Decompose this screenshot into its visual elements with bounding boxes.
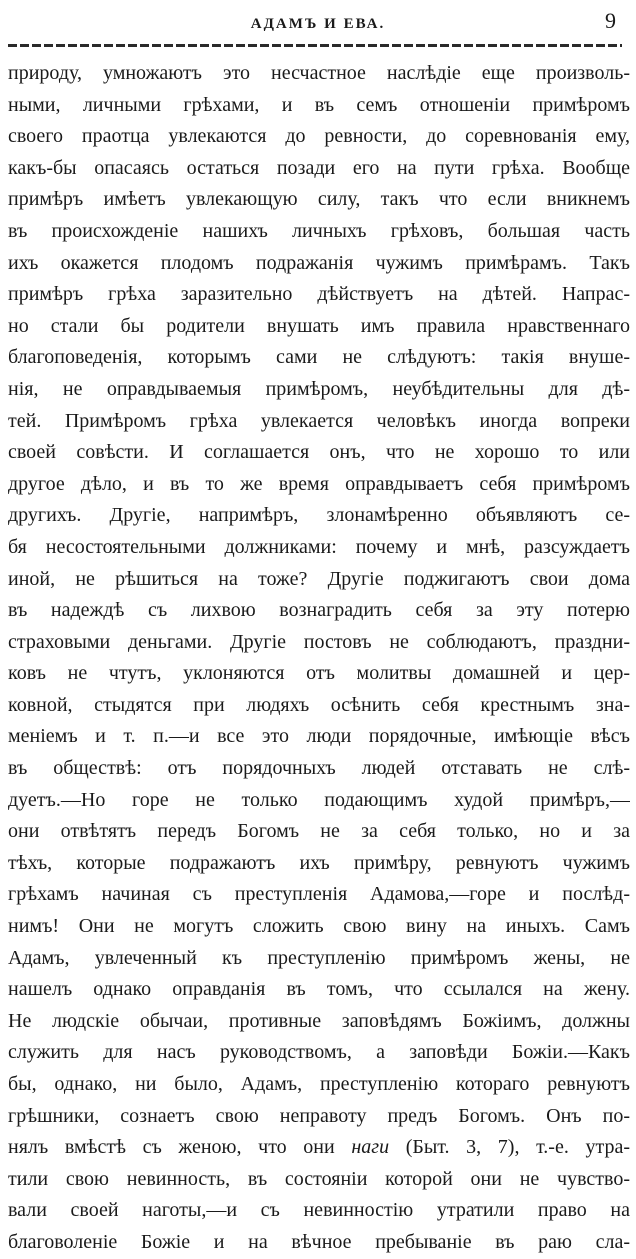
text-line: страховыми деньгами. Другіе постовъ не соблюдаютъ, праздни-	[8, 630, 630, 653]
text-line: въ надеждѣ съ лихвою вознаградить себя за эту потерю	[8, 599, 630, 622]
text-line: дуетъ.—Но горе не только подающимъ худой примѣръ,—	[8, 788, 630, 811]
text-line: какъ-бы опасаясь остаться позади его на пути грѣха. Вообще	[8, 156, 630, 179]
text-line: но стали бы родители внушать имъ правила нравственнаго	[8, 314, 630, 337]
text-line: въ происхожденіе нашихъ личныхъ грѣховъ, большая часть	[8, 219, 630, 242]
page-number: 9	[605, 8, 616, 33]
text-line: ихъ окажется плодомъ подражанія чужимъ примѣрамъ. Такъ	[8, 251, 630, 274]
text-line: они отвѣтятъ передъ Богомъ не за себя только, но и за	[8, 820, 630, 843]
text-line: другое дѣло, и въ то же время оправдываетъ себя примѣромъ	[8, 472, 630, 495]
text-line: грѣхамъ начиная съ преступленія Адамова,—горе и послѣд-	[8, 883, 630, 906]
text-line: вали своей наготы,—и съ невинностію утратили право на	[8, 1199, 630, 1222]
text-line: благоволеніе Божіе и на вѣчное пребываніе въ раю сла-	[8, 1230, 630, 1253]
text-line: нашелъ однако оправданія въ томъ, что ссылался на жену.	[8, 978, 630, 1001]
text-line: примѣръ имѣетъ увлекающую силу, такъ что если вникнемъ	[8, 188, 630, 211]
italic-word: наги	[351, 1136, 390, 1159]
text-line: Не людскіе обычаи, противные заповѣдямъ Божіимъ, должны	[8, 1009, 630, 1032]
text-line: тѣхъ, которые подражаютъ ихъ примѣру, ревнуютъ чужимъ	[8, 851, 630, 874]
text-line: нія, не оправдываемыя примѣромъ, неубѣдительны для дѣ-	[8, 377, 630, 400]
text-line: природу, умножаютъ это несчастное наслѣдіе еще произволь-	[8, 62, 630, 84]
text-line: другихъ. Другіе, напримѣръ, злонамѣренно объявляютъ се-	[8, 504, 630, 527]
text-line: Адамъ, увлеченный къ преступленію примѣромъ жены, не	[8, 946, 630, 969]
text-line: грѣшники, сознаетъ свою неправоту предъ Богомъ. Онъ по-	[8, 1104, 630, 1127]
text-line: нялъ вмѣстѣ съ женою, что они наги (Быт. 3, 7), т.-е. утра-	[8, 1136, 630, 1159]
text-line: примѣръ грѣха заразительно дѣйствуетъ на дѣтей. Напрас-	[8, 283, 630, 306]
text-line: нимъ! Они не могутъ сложить свою вину на иныхъ. Самъ	[8, 915, 630, 938]
text-line: служить для насъ руководствомъ, а заповѣди Божіи.—Какъ	[8, 1041, 630, 1064]
text-line: благоповеденія, которымъ сами не слѣдуютъ: такія внуше-	[8, 346, 630, 369]
text-line: ковной, стыдятся при людяхъ осѣнить себя крестнымъ зна-	[8, 693, 630, 716]
text-line: тей. Примѣромъ грѣха увлекается человѣкъ иногда вопреки	[8, 409, 630, 432]
text-line: своего праотца увлекаются до ревности, до соревнованія ему,	[8, 125, 630, 148]
header-rule	[8, 44, 622, 47]
text-line: иной, не рѣшиться на тоже? Другіе поджигаютъ свои дома	[8, 567, 630, 590]
text-line: бя несостоятельными должниками: почему и мнѣ, разсуждаетъ	[8, 535, 630, 558]
text-line: своей совѣсти. И соглашается онъ, что не хорошо то или	[8, 441, 630, 464]
body-text	[8, 58, 630, 1259]
text-line: въ обществѣ: отъ порядочныхъ людей отставать не слѣ-	[8, 757, 630, 780]
text-line: тили свою невинность, въ состояніи которой они не чувство-	[8, 1167, 630, 1190]
text-line: меніемъ и т. п.—и все это люди порядочные, имѣющіе вѣсъ	[8, 725, 630, 748]
running-title: АДАМЪ И ЕВА.	[250, 16, 386, 32]
text-line: бы, однако, ни было, Адамъ, преступленію котораго ревнуютъ	[8, 1073, 630, 1095]
text-line: ными, личными грѣхами, и въ семъ отношеніи примѣромъ	[8, 93, 630, 116]
running-head	[0, 6, 636, 36]
text-line: ковъ не чтутъ, уклоняются отъ молитвы домашней и цер-	[8, 662, 630, 685]
